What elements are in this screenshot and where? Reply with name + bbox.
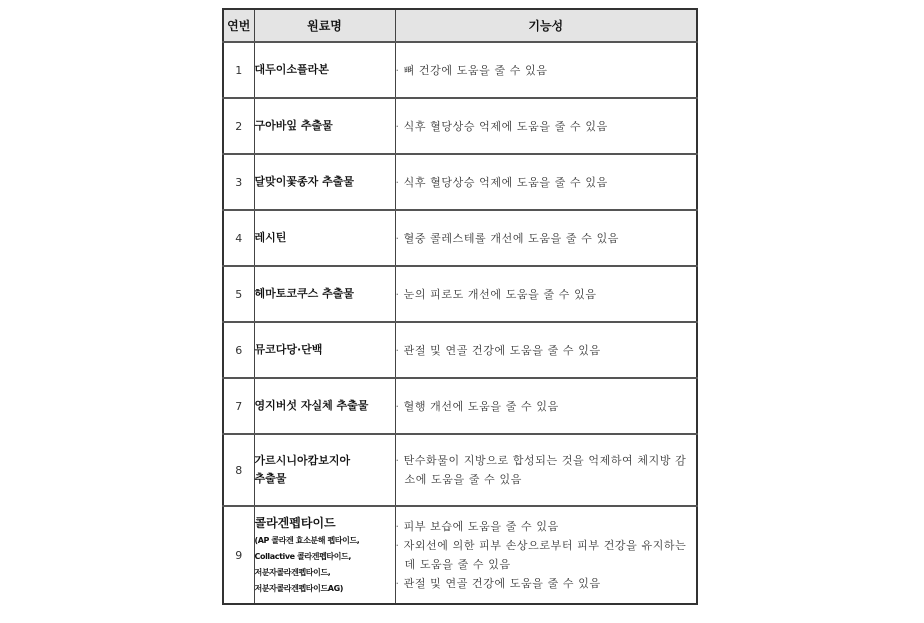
header-name: 원료명 bbox=[254, 9, 395, 42]
function-cell bbox=[395, 434, 697, 506]
ingredient-name: 영지버섯 자실체 추출물 bbox=[254, 378, 395, 434]
functional-ingredients-table bbox=[222, 8, 698, 605]
ingredient-name: 달맞이꽃종자 추출물 bbox=[254, 154, 395, 210]
row-no: 2 bbox=[223, 98, 254, 154]
function-cell bbox=[395, 210, 697, 266]
ingredient-name: 구아바잎 추출물 bbox=[254, 98, 395, 154]
function-cell bbox=[395, 154, 697, 210]
row-no: 5 bbox=[223, 266, 254, 322]
ingredient-name: 레시틴 bbox=[254, 210, 395, 266]
table-row bbox=[223, 266, 697, 322]
function-line: · 탄수화물이 지방으로 합성되는 것을 억제하여 체지방 감소에 도움을 줄 수 있음 bbox=[395, 454, 687, 486]
header-row bbox=[223, 9, 697, 42]
table-row bbox=[223, 98, 697, 154]
ingredient-name: 뮤코다당·단백 bbox=[254, 322, 395, 378]
table-row bbox=[223, 210, 697, 266]
table-row bbox=[223, 506, 697, 604]
function-cell bbox=[395, 378, 697, 434]
ingredient-name: 헤마토코쿠스 추출물 bbox=[254, 266, 395, 322]
function-line: · 뼈 건강에 도움을 줄 수 있음 bbox=[395, 63, 548, 77]
row-no: 7 bbox=[223, 378, 254, 434]
row-no: 4 bbox=[223, 210, 254, 266]
ingredient-subname: 저분자콜라겐펩타이드, bbox=[254, 568, 331, 577]
function-line: · 자외선에 의한 피부 손상으로부터 피부 건강을 유지하는데 도움을 줄 수 있음 bbox=[395, 539, 687, 571]
table-row bbox=[223, 42, 697, 98]
function-cell bbox=[395, 322, 697, 378]
function-line: · 눈의 피로도 개선에 도움을 줄 수 있음 bbox=[395, 287, 597, 301]
function-line: · 식후 혈당상승 억제에 도움을 줄 수 있음 bbox=[395, 175, 608, 189]
header-function: 기능성 bbox=[395, 9, 697, 42]
function-cell bbox=[395, 98, 697, 154]
table-row bbox=[223, 154, 697, 210]
ingredient-name: 가르시니아캄보지아 추출물 bbox=[254, 434, 395, 506]
header-no: 연번 bbox=[223, 9, 254, 42]
row-no: 6 bbox=[223, 322, 254, 378]
function-line: · 피부 보습에 도움을 줄 수 있음 bbox=[395, 520, 559, 533]
row-no: 3 bbox=[223, 154, 254, 210]
ingredient-subname: 저분자콜라겐펩타이드AG) bbox=[254, 584, 343, 593]
function-cell bbox=[395, 42, 697, 98]
function-cell bbox=[395, 506, 697, 604]
function-line: · 혈중 콜레스테롤 개선에 도움을 줄 수 있음 bbox=[395, 231, 620, 245]
table-row bbox=[223, 434, 697, 506]
row-no: 8 bbox=[223, 434, 254, 506]
ingredient-name: 대두이소플라본 bbox=[254, 42, 395, 98]
function-line: · 혈행 개선에 도움을 줄 수 있음 bbox=[395, 399, 559, 413]
function-line: · 식후 혈당상승 억제에 도움을 줄 수 있음 bbox=[395, 119, 608, 133]
row-no: 9 bbox=[223, 506, 254, 604]
ingredient-name: 콜라겐펩타이드 (AP 콜라겐 효소분해 펩타이드, Collactive 콜라겐펩타이드, 저분자콜라겐펩타이드, 저분자콜라겐펩타이드AG) bbox=[254, 506, 395, 604]
row-no: 1 bbox=[223, 42, 254, 98]
function-line: · 관절 및 연골 건강에 도움을 줄 수 있음 bbox=[395, 577, 601, 590]
table-row bbox=[223, 322, 697, 378]
table-row bbox=[223, 378, 697, 434]
ingredient-subname: Collactive 콜라겐펩타이드, bbox=[254, 552, 352, 561]
function-line: · 관절 및 연골 건강에 도움을 줄 수 있음 bbox=[395, 343, 601, 357]
function-cell bbox=[395, 266, 697, 322]
ingredient-subname: (AP 콜라겐 효소분해 펩타이드, bbox=[254, 536, 360, 545]
